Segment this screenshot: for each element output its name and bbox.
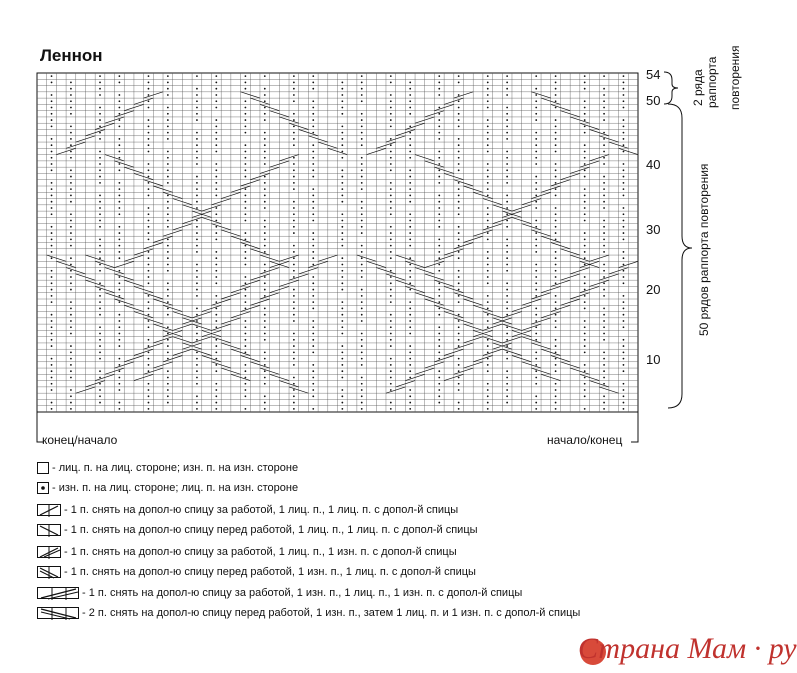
cross-left-purl-icon [37,566,61,578]
bracket-small-line1: 2 ряда [691,69,705,106]
corner-left-label: конец/начало [42,433,118,447]
purl-dot-icon [37,482,49,494]
bracket-small-line2: раппорта [705,56,719,108]
legend-text: - 1 п. снять на допол-ю спицу перед работой, 1 изн. п., 1 лиц. п. с допол-й спицы [64,566,476,578]
legend-item-knit [37,460,298,476]
legend-item-cross-right-purl [37,544,457,560]
knit-square-icon [37,462,49,474]
legend-text: - 1 п. снять на допол-ю спицу за работой, 1 лиц. п., 1 изн. п. с допол-й спицы [64,546,457,558]
row-label-50: 50 [646,93,661,108]
corner-right-label: начало/конец [547,433,623,447]
legend-text: - 1 п. снять на допол-ю спицу за работой, 1 лиц. п., 1 лиц. п. с допол-й спицы [64,504,459,516]
legend-text: - 1 п. снять на допол-ю спицу за работой, 1 изн. п., 1 лиц. п., 1 изн. п. с допол-й спицы [82,587,523,599]
cross-left-knit-icon [37,524,61,536]
row-label-54: 54 [646,67,661,82]
cross-right-knit-icon [37,504,61,516]
legend-text: - 1 п. снять на допол-ю спицу перед работой, 1 лиц. п., 1 лиц. п. с допол-й спицы [64,524,478,536]
row-label-30: 30 [646,222,661,237]
legend-item-cross-left-purl [37,564,476,580]
bracket-large-label: 50 рядов раппорта повторения [697,163,711,336]
legend-item-cross-left-knit [37,522,478,538]
legend-item-cross-left-3 [37,605,580,621]
bracket-small-line3: повторения [728,45,742,110]
site-watermark [578,632,797,666]
legend-text: - лиц. п. на лиц. стороне; изн. п. на изн. стороне [52,462,299,474]
legend-text: - 2 п. снять на допол-ю спицу перед работой, 1 изн. п., затем 1 лиц. п. и 1 изн. п. с допол-й спицы [82,607,581,619]
bracket-small [664,72,678,104]
watermark-text: Страна Мам [578,632,747,665]
bracket-large [668,104,692,408]
legend-item-purl [37,480,298,496]
row-label-20: 20 [646,282,661,297]
row-label-10: 10 [646,352,661,367]
cross-right-purl-icon [37,546,61,558]
legend-text: - изн. п. на лиц. стороне; лиц. п. на изн. стороне [52,482,299,494]
chart-title: Леннон [40,46,103,65]
cross-right-3-icon [37,587,79,599]
legend-item-cross-right-knit [37,502,458,518]
corner-right-tick [631,412,638,442]
row-label-40: 40 [646,157,661,172]
cross-left-3-icon [37,607,79,619]
watermark-suffix: ру [768,632,797,665]
watermark-dot: · [753,632,762,665]
legend-item-cross-right-3 [37,585,522,601]
